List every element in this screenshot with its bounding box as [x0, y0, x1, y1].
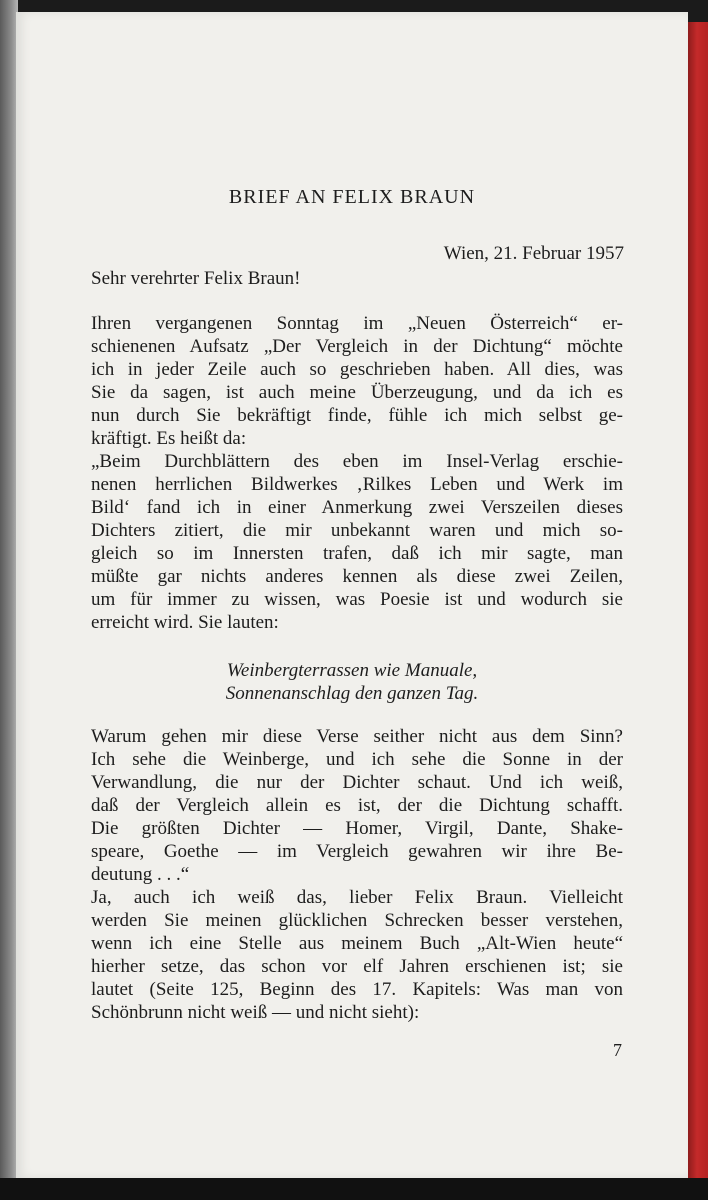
text-line: deutung . . .“	[91, 864, 190, 885]
quotation	[91, 450, 623, 634]
text-line: werden Sie meinen glücklichen Schrecken besser verstehen,	[91, 910, 623, 931]
letter-title: BRIEF AN FELIX BRAUN	[228, 186, 476, 208]
text-line: daß der Vergleich allein es ist, der die Dichtung schafft.	[91, 795, 623, 816]
text-line: Ich sehe die Weinberge, und ich sehe die Sonne in der	[91, 749, 623, 770]
paragraph-2	[91, 725, 623, 1024]
text-line: speare, Goethe — im Vergleich gewahren wir ihre Be-	[91, 841, 623, 862]
text-line: lautet (Seite 125, Beginn des 17. Kapitels: Was man von	[91, 979, 623, 1000]
salutation: Sehr verehrter Felix Braun!	[91, 268, 301, 289]
verse-quote	[16, 659, 688, 705]
text-line: Schönbrunn nicht weiß — und nicht sieht):	[91, 1002, 420, 1023]
verse-line: Sonnenanschlag den ganzen Tag.	[225, 683, 479, 704]
text-line: ich in jeder Zeile auch so geschrieben haben. All dies, was	[91, 359, 623, 380]
text-line: erreicht wird. Sie lauten:	[91, 612, 279, 633]
red-cover-edge	[688, 22, 708, 1180]
verse-line: Weinbergterrassen wie Manuale,	[226, 660, 478, 681]
paragraph-1	[91, 312, 623, 450]
text-line: nun durch Sie bekräftigt finde, fühle ich mich selbst ge-	[91, 405, 623, 426]
text-line: Dichters zitiert, die mir unbekannt waren und mich so-	[91, 520, 623, 541]
text-line: um für immer zu wissen, was Poesie ist und wodurch sie	[91, 589, 623, 610]
text-line: gleich so im Innersten trafen, daß ich mir sagte, man	[91, 543, 623, 564]
text-line: Ihren vergangenen Sonntag im „Neuen Österreich“ er-	[91, 313, 623, 334]
text-line: nenen herrlichen Bildwerkes ‚Rilkes Leben und Werk im	[91, 474, 623, 495]
text-line: wenn ich eine Stelle aus meinem Buch „Alt-Wien heute“	[91, 933, 623, 954]
page-number: 7	[613, 1040, 622, 1060]
text-line: Die größten Dichter — Homer, Virgil, Dante, Shake-	[91, 818, 623, 839]
text-line: Ja, auch ich weiß das, lieber Felix Braun. Vielleicht	[91, 887, 623, 908]
text-line: kräftigt. Es heißt da:	[91, 428, 247, 449]
text-line: Warum gehen mir diese Verse seither nicht aus dem Sinn?	[91, 726, 623, 747]
text-line: Bild‘ fand ich in einer Anmerkung zwei Verszeilen dieses	[91, 497, 623, 518]
dark-background-strip	[0, 1178, 708, 1200]
text-line: hierher setze, das schon vor elf Jahren erschienen ist; sie	[91, 956, 623, 977]
text-line: „Beim Durchblättern des eben im Insel-Verlag erschie-	[91, 451, 623, 472]
text-line: müßte gar nichts anderes kennen als diese zwei Zeilen,	[91, 566, 623, 587]
text-line: Verwandlung, die nur der Dichter schaut. Und ich weiß,	[91, 772, 623, 793]
text-line: Sie da sagen, ist auch meine Überzeugung, und da ich es	[91, 382, 623, 403]
letter-date: Wien, 21. Februar 1957	[443, 243, 624, 264]
text-line: schienenen Aufsatz „Der Vergleich in der Dichtung“ möchte	[91, 336, 623, 357]
book-page	[16, 12, 688, 1178]
